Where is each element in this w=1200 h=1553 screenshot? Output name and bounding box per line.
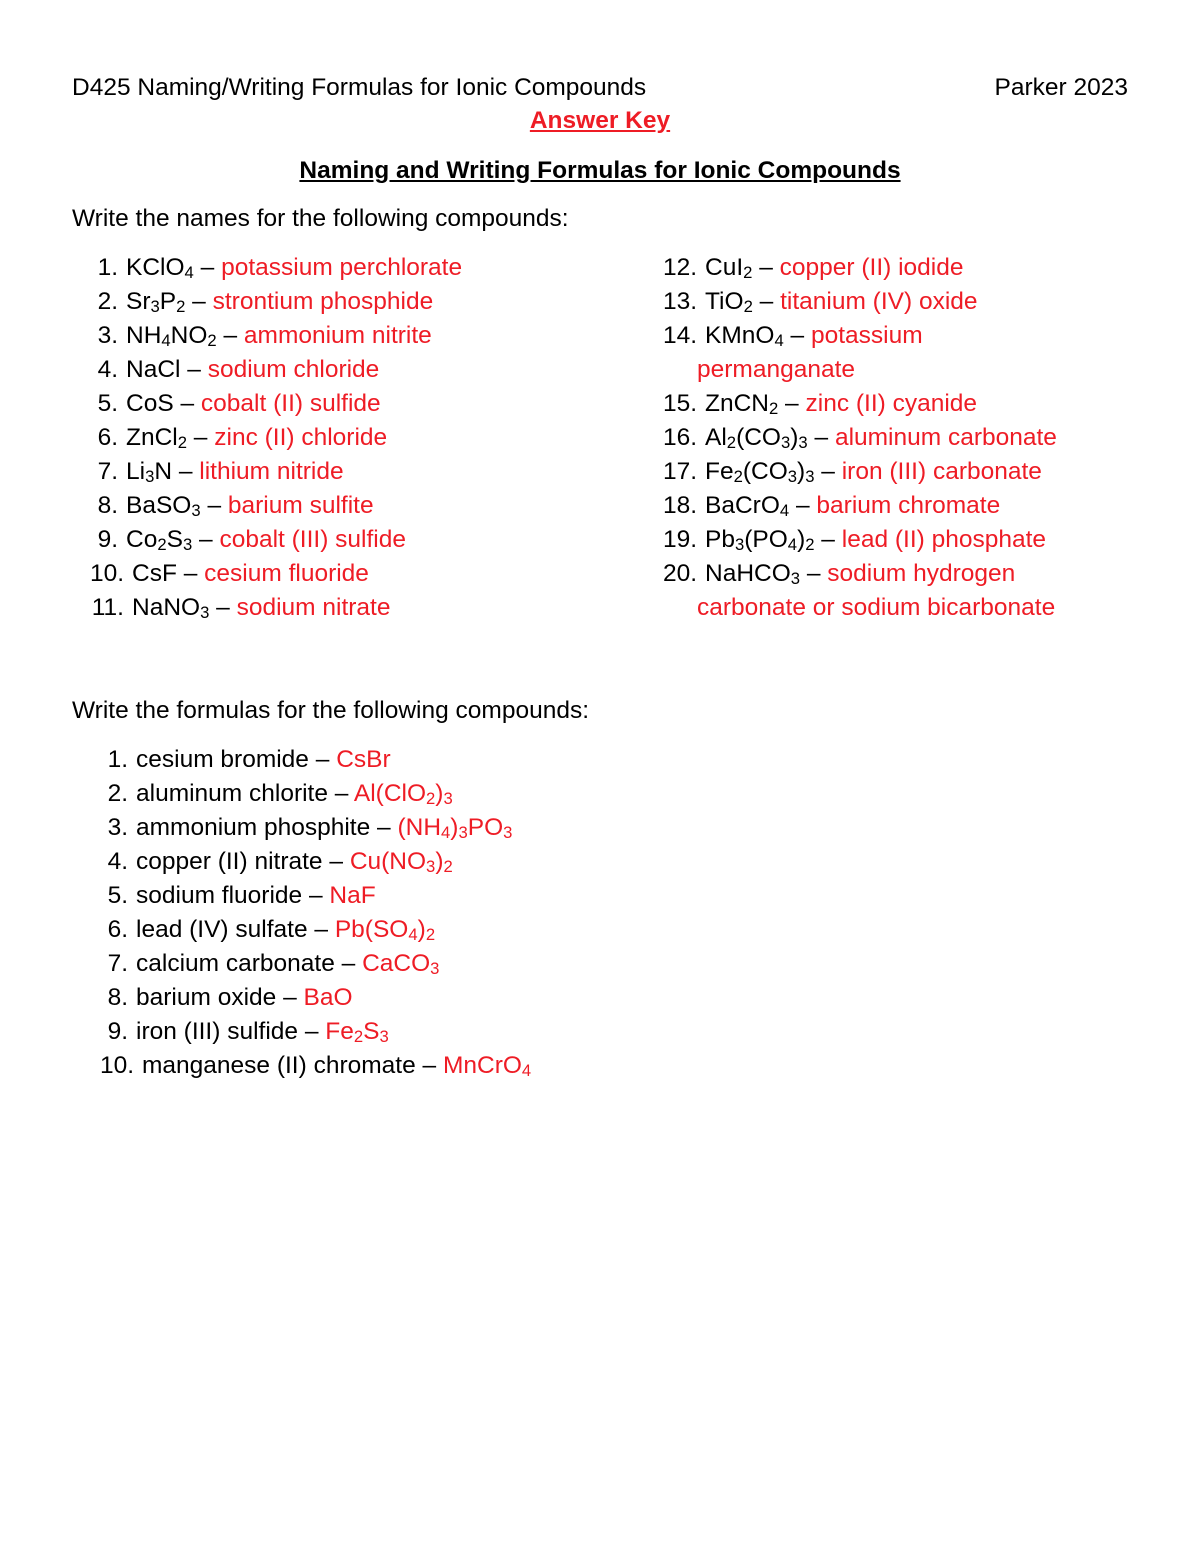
item-number: 15. xyxy=(663,390,698,417)
formulas-list-item xyxy=(78,1015,531,1049)
names-list-item xyxy=(78,353,462,387)
answer-name: zinc (II) cyanide xyxy=(805,390,978,417)
compound-name: lead (IV) sulfate xyxy=(136,916,308,943)
item-number: 12. xyxy=(663,254,698,281)
dash-separator: – xyxy=(200,492,228,519)
item-number: 4. xyxy=(97,356,118,383)
document-header-title: D425 Naming/Writing Formulas for Ionic Compounds xyxy=(72,74,647,101)
dash-separator: – xyxy=(209,594,237,621)
compound-formula: $Al_2(CO_3)_3$ xyxy=(705,424,808,452)
item-number: 16. xyxy=(663,424,698,451)
dash-separator: – xyxy=(193,254,222,281)
names-list-left xyxy=(78,251,462,625)
answer-name: barium sulfite xyxy=(227,492,374,519)
item-number: 6. xyxy=(97,424,118,451)
compound-formula: CuI$_2$ xyxy=(705,254,753,282)
item-number: 8. xyxy=(107,984,128,1011)
compound-formula: KMnO$_4$ xyxy=(705,322,784,350)
dash-separator: – xyxy=(752,288,781,315)
compound-formula: $NH_4NO_2$ xyxy=(126,322,217,350)
dash-separator: – xyxy=(180,356,208,383)
dash-separator: – xyxy=(415,1052,443,1079)
formulas-list-item xyxy=(78,845,531,879)
compound-formula: CsF xyxy=(132,560,177,587)
answer-formula: MnCrO$_4$ xyxy=(442,1052,532,1080)
dash-separator: – xyxy=(778,390,806,417)
answer-formula: CaCO$_3$ xyxy=(362,950,440,978)
answer-name: cobalt (III) sulfide xyxy=(219,526,407,553)
answer-name: zinc (II) chloride xyxy=(214,424,388,451)
dash-separator: – xyxy=(789,492,817,519)
names-list-item xyxy=(663,557,1057,625)
names-list-item xyxy=(78,251,462,285)
compound-formula: $Li_3N$ xyxy=(126,458,173,486)
names-list-item xyxy=(663,285,1057,319)
answer-name: ammonium nitrite xyxy=(243,322,432,349)
dash-separator: – xyxy=(814,526,842,553)
names-list-item xyxy=(663,387,1057,421)
item-number: 9. xyxy=(107,1018,128,1045)
answer-formula: $Cu(NO_3)_2$ xyxy=(349,848,453,876)
compound-formula: BaCrO$_4$ xyxy=(705,492,790,520)
dash-separator: – xyxy=(172,458,200,485)
compound-formula: NaCl xyxy=(126,356,181,383)
names-list-item xyxy=(78,455,462,489)
answer-formula: BaO xyxy=(303,984,353,1011)
dash-separator: – xyxy=(276,984,304,1011)
names-list-item xyxy=(663,319,1057,387)
answer-formula: $(NH_4)_3PO_3$ xyxy=(397,814,513,842)
item-number: 19. xyxy=(663,526,698,553)
compound-name: barium oxide xyxy=(136,984,277,1011)
formulas-list-item xyxy=(78,981,531,1015)
answer-name: aluminum carbonate xyxy=(834,424,1057,451)
names-list-item xyxy=(78,557,462,591)
answer-key-label: Answer Key xyxy=(529,107,671,134)
item-number: 3. xyxy=(107,814,128,841)
compound-name: calcium carbonate xyxy=(136,950,335,977)
item-number: 8. xyxy=(97,492,118,519)
compound-name: ammonium phosphite xyxy=(136,814,371,841)
names-list-item xyxy=(78,285,462,319)
dash-separator: – xyxy=(176,560,205,587)
compound-name: iron (III) sulfide xyxy=(136,1018,299,1045)
dash-separator: – xyxy=(307,916,335,943)
compound-formula: ZnCl$_2$ xyxy=(126,424,187,452)
dash-separator: – xyxy=(328,780,354,807)
item-number: 5. xyxy=(107,882,128,909)
answer-name: lead (II) phosphate xyxy=(841,526,1047,553)
compound-formula: $Sr_3P_2$ xyxy=(126,288,186,316)
item-number: 2. xyxy=(97,288,118,315)
names-list-item xyxy=(663,455,1057,489)
names-instruction: Write the names for the following compounds: xyxy=(72,205,569,232)
formulas-list-item xyxy=(78,777,531,811)
names-list-item xyxy=(78,591,462,625)
item-number: 9. xyxy=(97,526,118,553)
names-list-item xyxy=(78,387,462,421)
dash-separator: – xyxy=(192,526,220,553)
answer-name: strontium phosphide xyxy=(212,288,434,315)
item-number: 18. xyxy=(663,492,698,519)
names-list-item xyxy=(78,319,462,353)
item-number: 1. xyxy=(97,254,118,281)
formulas-list-item xyxy=(78,1049,531,1083)
dash-separator: – xyxy=(302,882,330,909)
answer-formula: NaF xyxy=(329,882,376,909)
dash-separator: – xyxy=(370,814,398,841)
item-number: 1. xyxy=(107,746,128,773)
answer-formula: $Fe_2S_3$ xyxy=(325,1018,389,1046)
item-number: 13. xyxy=(663,288,698,315)
item-number: 7. xyxy=(107,950,128,977)
compound-name: cesium bromide xyxy=(136,746,309,773)
compound-formula: $Fe_2(CO_3)_3$ xyxy=(705,458,815,486)
formulas-list xyxy=(78,743,531,1083)
compound-name: copper (II) nitrate xyxy=(136,848,323,875)
compound-formula: NaNO$_3$ xyxy=(132,594,210,622)
dash-separator: – xyxy=(216,322,244,349)
item-number: 4. xyxy=(107,848,128,875)
dash-separator: – xyxy=(187,424,215,451)
names-list-item xyxy=(663,421,1057,455)
formulas-instruction: Write the formulas for the following compounds: xyxy=(72,697,590,724)
dash-separator: – xyxy=(752,254,780,281)
compound-formula: CoS xyxy=(126,390,174,417)
item-number: 2. xyxy=(107,780,128,807)
compound-formula: BaSO$_3$ xyxy=(126,492,201,520)
formulas-list-item xyxy=(78,947,531,981)
compound-formula: NaHCO$_3$ xyxy=(705,560,801,588)
dash-separator: – xyxy=(334,950,363,977)
compound-formula: TiO$_2$ xyxy=(705,288,753,316)
compound-name: manganese (II) chromate xyxy=(142,1052,416,1079)
item-number: 20. xyxy=(663,560,698,587)
answer-formula: $Al(ClO_2)_3$ xyxy=(353,780,453,808)
document-header-author: Parker 2023 xyxy=(994,74,1128,101)
item-number: 3. xyxy=(97,322,118,349)
page-title: Naming and Writing Formulas for Ionic Compounds xyxy=(299,157,901,184)
answer-name-continued: permanganate xyxy=(697,356,856,383)
answer-name: titanium (IV) oxide xyxy=(780,288,978,315)
names-list-item xyxy=(78,523,462,557)
answer-name: barium chromate xyxy=(816,492,1001,519)
answer-name: sodium nitrate xyxy=(236,594,391,621)
answer-formula: $Pb(SO_4)_2$ xyxy=(334,916,436,944)
item-number: 5. xyxy=(97,390,118,417)
names-list-item xyxy=(663,251,1057,285)
formulas-list-item xyxy=(78,743,531,777)
answer-name: potassium perchlorate xyxy=(221,254,463,281)
formulas-list-item xyxy=(78,811,531,845)
item-number: 14. xyxy=(663,322,698,349)
item-number: 10. xyxy=(89,560,124,587)
item-number: 17. xyxy=(663,458,698,485)
dash-separator: – xyxy=(185,288,213,315)
dash-separator: – xyxy=(814,458,842,485)
answer-formula: CsBr xyxy=(336,746,391,773)
names-list-item xyxy=(663,523,1057,557)
compound-formula: ZnCN$_2$ xyxy=(705,390,779,418)
answer-name: cesium fluoride xyxy=(204,560,369,587)
formulas-list-item xyxy=(78,913,531,947)
answer-name: cobalt (II) sulfide xyxy=(200,390,381,417)
answer-name: copper (II) iodide xyxy=(779,254,964,281)
item-number: 7. xyxy=(97,458,118,485)
names-list-item xyxy=(78,421,462,455)
dash-separator: – xyxy=(783,322,811,349)
compound-formula: $Co_2S_3$ xyxy=(126,526,193,554)
dash-separator: – xyxy=(298,1018,326,1045)
names-list-item xyxy=(78,489,462,523)
item-number: 6. xyxy=(107,916,128,943)
answer-name-continued: carbonate or sodium bicarbonate xyxy=(697,594,1056,621)
dash-separator: – xyxy=(322,848,350,875)
item-number: 11. xyxy=(91,594,124,621)
compound-name: sodium fluoride xyxy=(136,882,303,909)
names-list-right xyxy=(663,251,1057,625)
item-number: 10. xyxy=(99,1052,134,1079)
dash-separator: – xyxy=(800,560,828,587)
compound-formula: KClO$_4$ xyxy=(126,254,194,282)
compound-formula: $Pb_3(PO_4)_2$ xyxy=(705,526,815,554)
answer-name: sodium chloride xyxy=(207,356,380,383)
answer-name: sodium hydrogen xyxy=(827,560,1016,587)
dash-separator: – xyxy=(807,424,835,451)
dash-separator: – xyxy=(173,390,201,417)
names-list-item xyxy=(663,489,1057,523)
formulas-list-item xyxy=(78,879,531,913)
compound-name: aluminum chlorite xyxy=(136,780,328,807)
answer-name: lithium nitride xyxy=(199,458,344,485)
answer-name: potassium xyxy=(810,322,923,349)
dash-separator: – xyxy=(308,746,337,773)
answer-name: iron (III) carbonate xyxy=(841,458,1042,485)
